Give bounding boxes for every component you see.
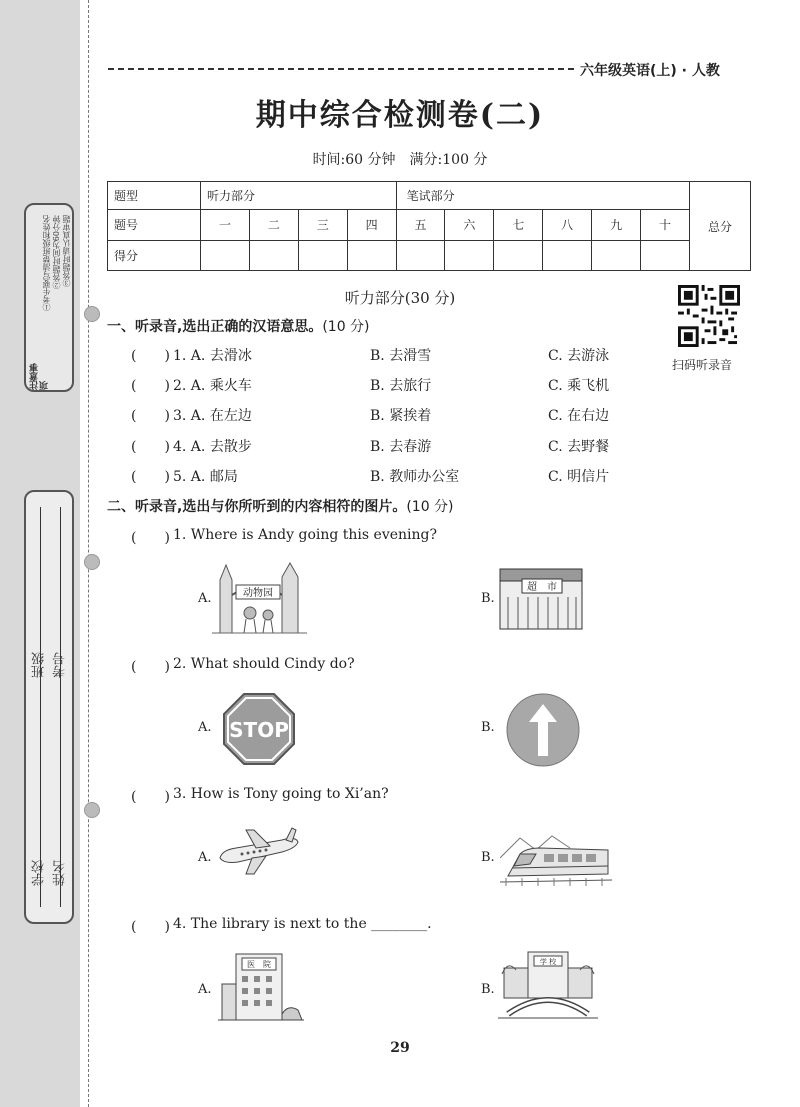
answer-blank[interactable]: ( ) bbox=[131, 348, 170, 364]
option-a-label: A. bbox=[198, 850, 212, 865]
student-info-box bbox=[24, 490, 74, 924]
answer-blank[interactable]: ( ) bbox=[131, 659, 170, 675]
option-b: B. 去旅行 bbox=[370, 378, 432, 394]
train-icon[interactable] bbox=[500, 828, 612, 886]
option-a-label: A. bbox=[198, 982, 212, 997]
option-b: B. 去春游 bbox=[370, 439, 432, 455]
qr-code-icon[interactable] bbox=[678, 285, 740, 347]
option-b-label: B. bbox=[481, 982, 495, 997]
option-b: B. 教师办公室 bbox=[370, 469, 460, 485]
answer-blank[interactable]: ( ) bbox=[131, 789, 170, 805]
score-input-cell[interactable] bbox=[543, 240, 592, 270]
option-c: C. 去游泳 bbox=[548, 348, 610, 364]
score-input-cell[interactable] bbox=[201, 240, 250, 270]
page-title: 期中综合检测卷(二) bbox=[255, 98, 545, 133]
option-a: 2. A. 乘火车 bbox=[173, 378, 252, 394]
part1-title-text: 一、听录音,选出正确的汉语意思。 bbox=[107, 319, 323, 335]
table-header-type: 题型 bbox=[108, 182, 201, 210]
listening-section-title: 听力部分(30 分) bbox=[344, 289, 456, 307]
option-a-label: A. bbox=[198, 591, 212, 606]
book-title: 六年级英语(上) · 人教 bbox=[580, 63, 720, 79]
option-a: 3. A. 在左边 bbox=[173, 408, 252, 424]
score-table bbox=[107, 181, 751, 271]
airplane-icon[interactable] bbox=[216, 826, 300, 878]
table-header-listening: 听力部分 bbox=[201, 182, 397, 210]
page-number: 29 bbox=[390, 1040, 410, 1056]
score-input-cell[interactable] bbox=[494, 240, 543, 270]
part1-points: (10 分) bbox=[322, 319, 370, 335]
option-b: B. 紧挨着 bbox=[370, 408, 432, 424]
table-cell-number: 二 bbox=[249, 210, 298, 240]
option-c: C. 去野餐 bbox=[548, 439, 610, 455]
header-dash-line bbox=[108, 68, 574, 70]
score-input-cell[interactable] bbox=[445, 240, 494, 270]
field-class: 班级 bbox=[32, 652, 47, 678]
notice-line: ②答题时间为60分钟 bbox=[52, 215, 61, 290]
table-cell-number: 一 bbox=[201, 210, 250, 240]
table-cell-number: 七 bbox=[494, 210, 543, 240]
score-input-cell[interactable] bbox=[298, 240, 347, 270]
table-cell-number: 八 bbox=[543, 210, 592, 240]
zoo-picture-icon[interactable] bbox=[212, 555, 307, 635]
option-b-label: B. bbox=[481, 850, 495, 865]
notice-line: ①考生要写清楚班级和姓名 bbox=[42, 215, 51, 311]
fill-line bbox=[60, 507, 61, 907]
option-a: 1. A. 去滑冰 bbox=[173, 348, 252, 364]
option-a-label: A. bbox=[198, 720, 212, 735]
option-c: C. 明信片 bbox=[548, 469, 610, 485]
stop-sign-icon[interactable] bbox=[222, 692, 296, 766]
part2-points: (10 分) bbox=[406, 499, 454, 515]
table-cell-number: 六 bbox=[445, 210, 494, 240]
table-label-number: 题号 bbox=[108, 210, 201, 240]
score-input-cell[interactable] bbox=[396, 240, 445, 270]
binding-hole bbox=[84, 306, 100, 322]
hospital-sign-text: 医 院 bbox=[247, 960, 271, 969]
exam-meta: 时间:60 分钟 满分:100 分 bbox=[312, 152, 488, 168]
answer-blank[interactable]: ( ) bbox=[131, 408, 170, 424]
option-c: C. 在右边 bbox=[548, 408, 610, 424]
part2-title bbox=[107, 496, 454, 516]
field-name: 姓名 bbox=[53, 860, 68, 886]
binding-hole bbox=[84, 554, 100, 570]
qr-label: 扫码听录音 bbox=[672, 358, 733, 372]
supermarket-sign-text: 超 市 bbox=[527, 582, 557, 593]
score-input-cell[interactable] bbox=[347, 240, 396, 270]
fill-line bbox=[40, 507, 41, 907]
table-label-score: 得分 bbox=[108, 240, 201, 270]
hospital-picture-icon[interactable] bbox=[218, 950, 304, 1024]
field-school: 学校 bbox=[32, 860, 47, 886]
field-exam-no: 考号 bbox=[53, 652, 68, 678]
table-cell-number: 三 bbox=[298, 210, 347, 240]
school-picture-icon[interactable] bbox=[498, 948, 598, 1024]
question-text: 3. How is Tony going to Xi’an? bbox=[173, 786, 389, 802]
part1-title bbox=[107, 316, 370, 336]
score-input-cell[interactable] bbox=[641, 240, 690, 270]
option-c: C. 乘飞机 bbox=[548, 378, 610, 394]
part2-title-text: 二、听录音,选出与你所听到的内容相符的图片。 bbox=[107, 499, 407, 515]
binding-hole bbox=[84, 802, 100, 818]
answer-blank[interactable]: ( ) bbox=[131, 439, 170, 455]
answer-blank[interactable]: ( ) bbox=[131, 530, 170, 546]
table-cell-number: 九 bbox=[592, 210, 641, 240]
table-header-writing: 笔试部分 bbox=[396, 182, 689, 210]
supermarket-picture-icon[interactable] bbox=[498, 565, 584, 631]
question-text: 2. What should Cindy do? bbox=[173, 656, 355, 672]
option-b: B. 去滑雪 bbox=[370, 348, 432, 364]
table-header-total: 总分 bbox=[690, 182, 751, 271]
option-a: 5. A. 邮局 bbox=[173, 469, 238, 485]
question-text: 1. Where is Andy going this evening? bbox=[173, 527, 437, 543]
notice-title: 注意事项 bbox=[30, 363, 50, 390]
go-straight-sign-icon[interactable] bbox=[505, 692, 581, 768]
notice-line: ③答题时请认真审题 bbox=[62, 215, 71, 287]
answer-blank[interactable]: ( ) bbox=[131, 919, 170, 935]
option-b-label: B. bbox=[481, 591, 495, 606]
table-cell-number: 四 bbox=[347, 210, 396, 240]
answer-blank[interactable]: ( ) bbox=[131, 469, 170, 485]
question-text: 4. The library is next to the ________. bbox=[173, 916, 432, 932]
answer-blank[interactable]: ( ) bbox=[131, 378, 170, 394]
zoo-sign-text: 动物园 bbox=[243, 588, 273, 599]
table-cell-number: 五 bbox=[396, 210, 445, 240]
stop-sign-text: STOP bbox=[229, 718, 289, 742]
score-input-cell[interactable] bbox=[249, 240, 298, 270]
score-input-cell[interactable] bbox=[592, 240, 641, 270]
option-b-label: B. bbox=[481, 720, 495, 735]
school-sign-text: 学 校 bbox=[539, 958, 557, 966]
option-a: 4. A. 去散步 bbox=[173, 439, 252, 455]
table-cell-number: 十 bbox=[641, 210, 690, 240]
